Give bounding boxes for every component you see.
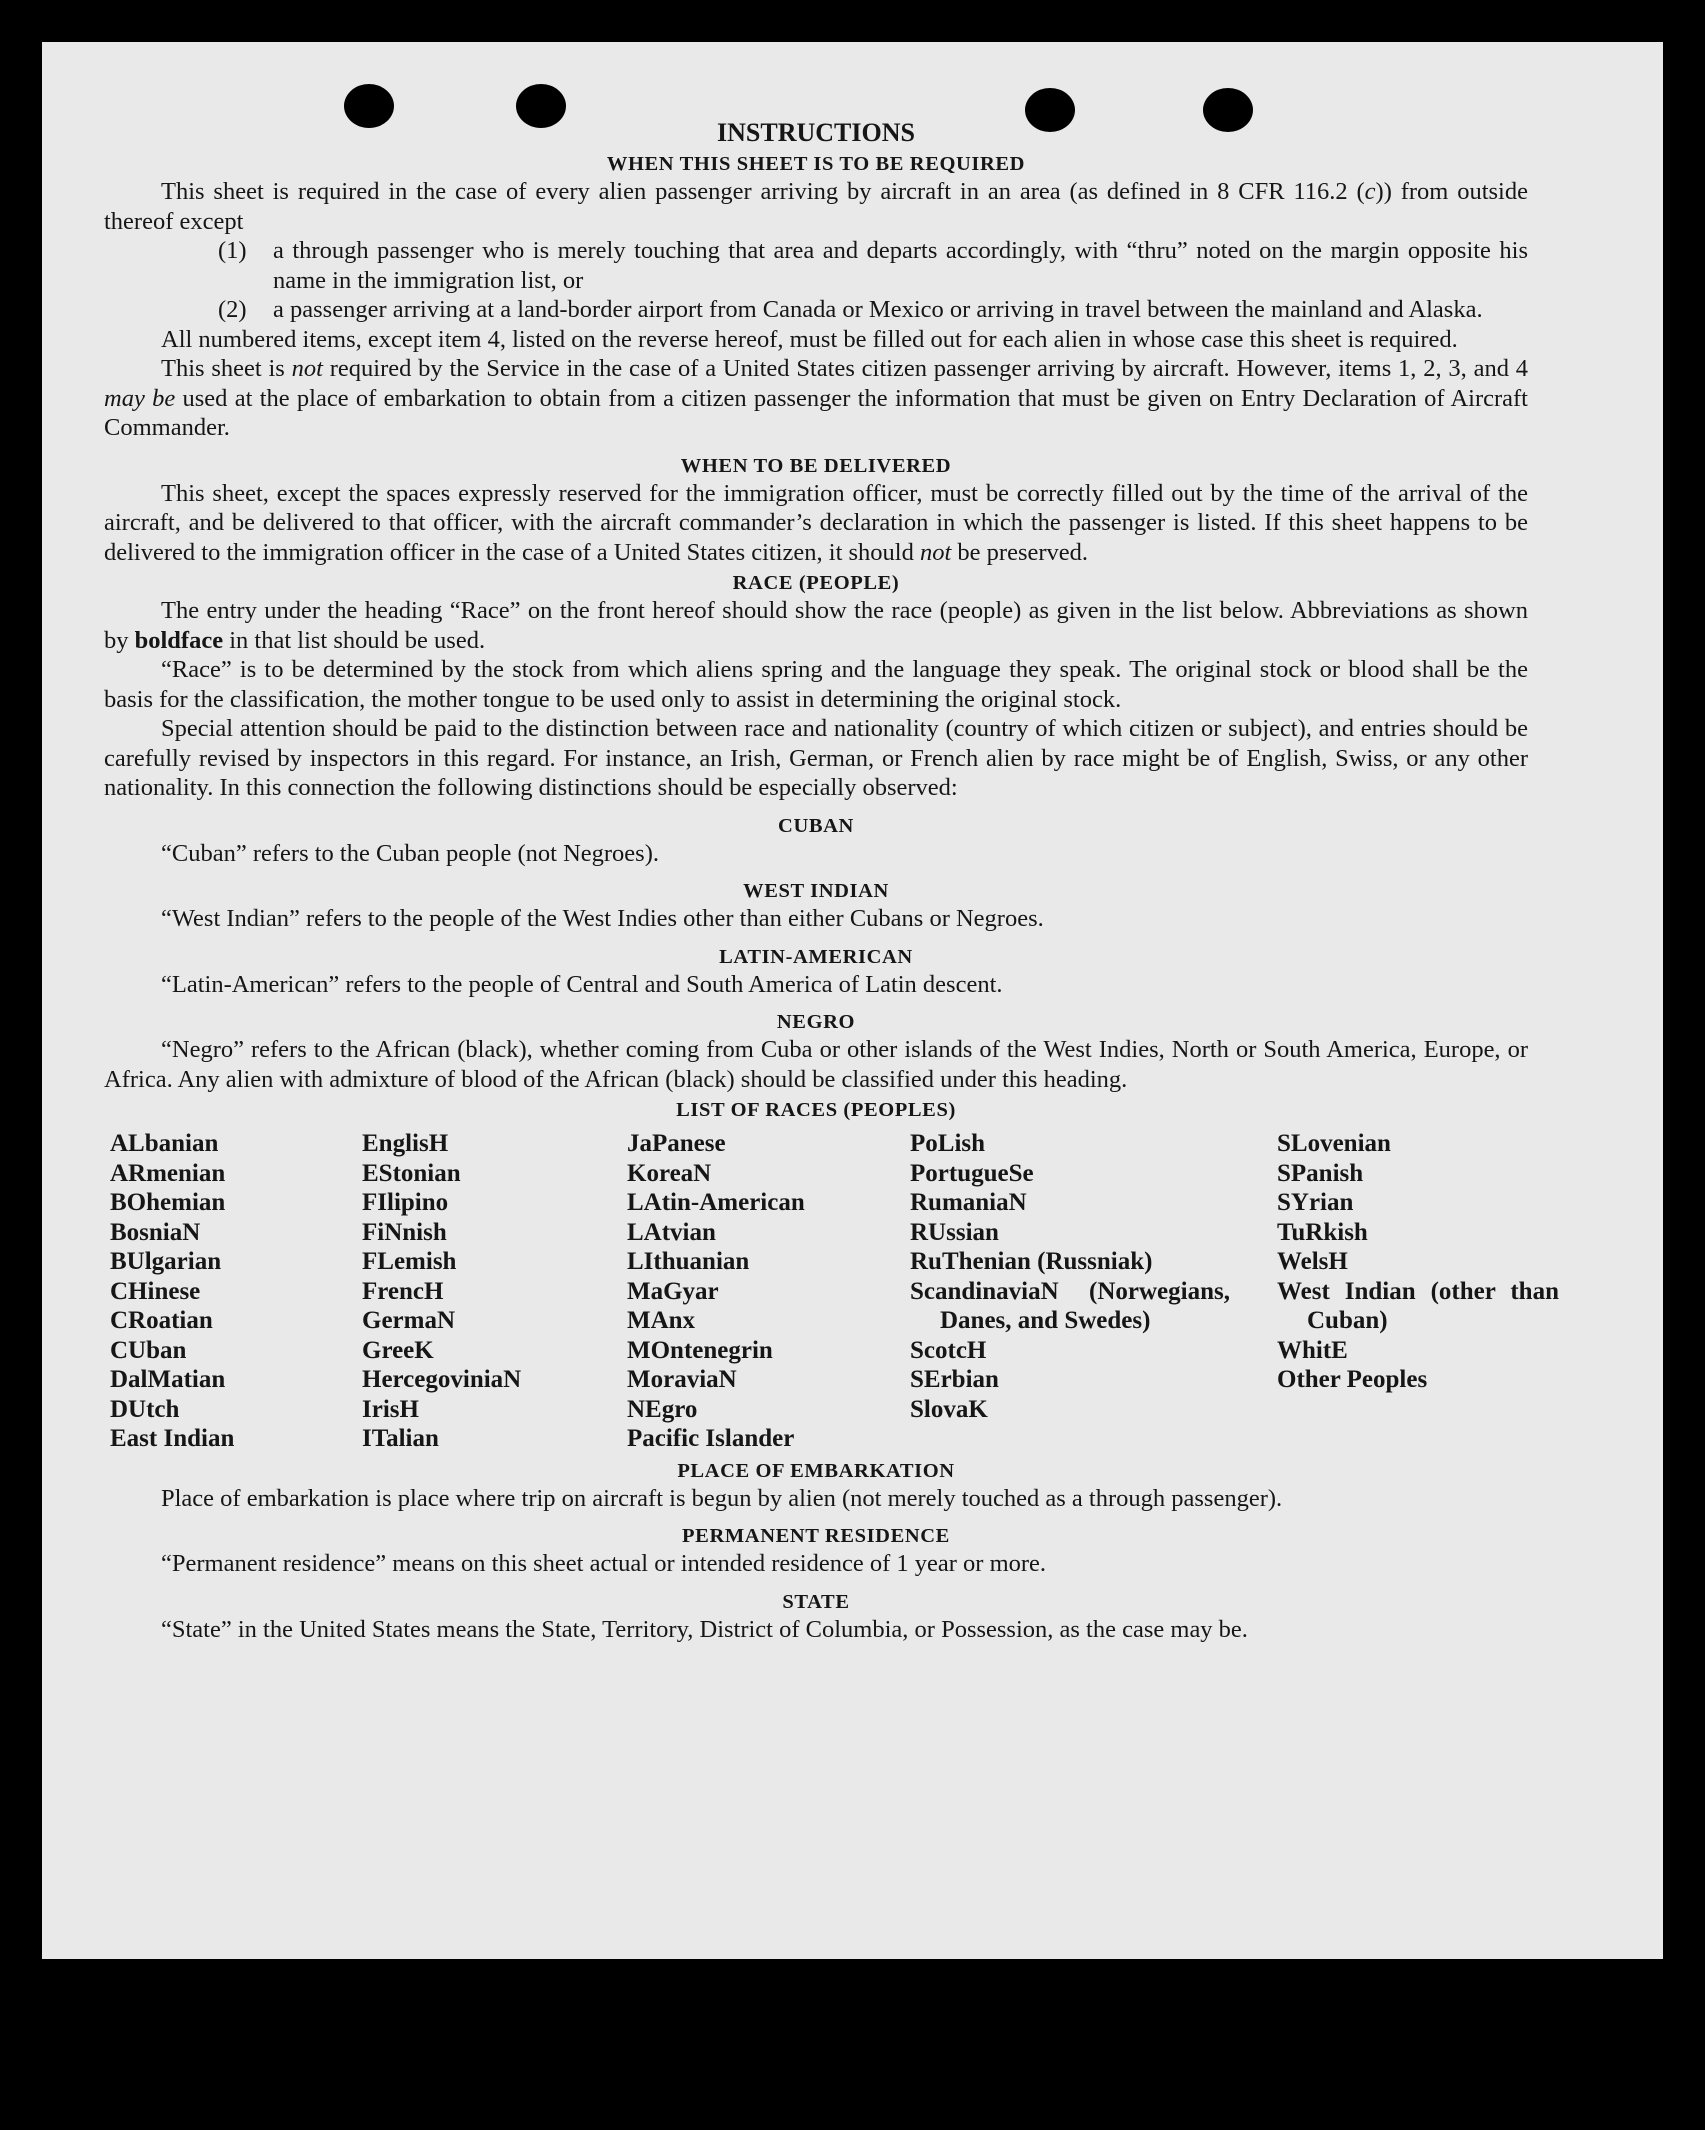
paragraph-items: All numbered items, except item 4, listed on the reverse hereof, must be filled out for each alien in whose case this sheet is required.: [161, 325, 1458, 353]
race-entry: BUlgarian: [110, 1248, 222, 1275]
paragraph-race-3: Special attention should be paid to the distinction between race and nationality (country of which citizen or subject), and entries should be carefully revised by inspectors in this regard. For instance, an Irish, German, or French alien by race might be of English, Swiss, or any other nationality. In this connection the following distinctions should be especially observed:: [104, 715, 1528, 801]
race-entry: Other Peoples: [1277, 1366, 1428, 1393]
race-entry: DUtch: [110, 1395, 180, 1423]
heading-west-indian: WEST INDIAN: [743, 880, 889, 902]
race-entry: TuRkish: [1277, 1218, 1368, 1246]
race-entry: RumaniaN: [910, 1189, 1027, 1216]
race-entry: SlovaK: [910, 1395, 988, 1423]
heading-residence: PERMANENT RESIDENCE: [682, 1525, 950, 1547]
exception-item: (2) a passenger arriving at a land-border airport from Canada or Mexico or arriving in travel between the mainland and Alaska.: [218, 296, 1483, 323]
race-entry: GreeK: [362, 1336, 434, 1364]
heading-cuban: CUBAN: [778, 814, 854, 837]
races-column: [627, 1129, 910, 1454]
race-entry: MaGyar: [627, 1277, 719, 1305]
race-entry: EnglisH: [362, 1130, 449, 1157]
race-entry: FIlipino: [362, 1189, 449, 1216]
paragraph-embarkation: Place of embarkation is place where trip on aircraft is begun by alien (not merely touched as a through passenger).: [161, 1484, 1283, 1512]
heading-state: STATE: [782, 1590, 850, 1613]
race-entry: FrencH: [362, 1277, 444, 1305]
race-entry: ScandinaviaN (Norwegians, Danes, and Swedes): [910, 1277, 1230, 1334]
races-column: [1277, 1129, 1559, 1454]
heading-when-delivered: WHEN TO BE DELIVERED: [680, 454, 952, 477]
race-entry: HercegoviniaN: [362, 1366, 522, 1393]
race-entry: RUssian: [910, 1218, 999, 1246]
paragraph-delivered: This sheet, except the spaces expressly reserved for the immigration officer, must be correctly filled out by the time of the arrival of the aircraft, and be delivered to that officer, with the aircraft commander’s declaration in which the passenger is listed. If this sheet happens to be delivered to the immigration officer in the case of a United States citizen, it should not be preserved.: [104, 479, 1528, 566]
race-entry: SPanish: [1277, 1159, 1364, 1187]
paragraph-race-2: “Race” is to be determined by the stock from which aliens spring and the language they speak. The original stock or blood shall be the basis for the classification, the mother tongue to be used only to assist in determining the original stock.: [104, 656, 1528, 713]
race-entry: West Indian (other than Cuban): [1277, 1277, 1559, 1334]
race-entry: SLovenian: [1277, 1130, 1391, 1157]
race-entry: FiNnish: [362, 1218, 447, 1246]
race-entry: ALbanian: [110, 1130, 219, 1157]
race-entry: PoLish: [910, 1130, 986, 1157]
race-entry: CRoatian: [110, 1307, 213, 1334]
heading-latin-american: LATIN-AMERICAN: [719, 945, 913, 968]
race-entry: GermaN: [362, 1307, 456, 1334]
paragraph-west-indian: “West Indian” refers to the people of the West Indies other than either Cubans or Negroes.: [161, 905, 1044, 932]
race-entry: CUban: [110, 1336, 187, 1364]
heading-negro: NEGRO: [776, 1011, 856, 1033]
race-entry: LIthuanian: [627, 1248, 750, 1275]
race-entry: East Indian: [110, 1425, 235, 1452]
paragraph-latin-american: “Latin-American” refers to the people of Central and South America of Latin descent.: [161, 970, 1003, 998]
races-column: [910, 1129, 1277, 1454]
paragraph-residence: “Permanent residence” means on this sheet actual or intended residence of 1 year or more.: [161, 1550, 1047, 1577]
race-entry: MAnx: [627, 1307, 696, 1334]
page-title: INSTRUCTIONS: [717, 118, 915, 147]
race-entry: WhitE: [1277, 1336, 1348, 1364]
race-entry: WelsH: [1277, 1248, 1348, 1275]
paragraph-state: “State” in the United States means the State, Territory, District of Columbia, or Possession, as the case may be.: [161, 1615, 1248, 1643]
race-entry: IrisH: [362, 1395, 419, 1423]
race-entry: MoraviaN: [627, 1366, 737, 1393]
race-entry: DalMatian: [110, 1366, 226, 1393]
race-entry: ITalian: [362, 1425, 439, 1452]
instructions-text: [104, 118, 1559, 1644]
race-entry: Pacific Islander: [627, 1425, 795, 1452]
race-entry: SYrian: [1277, 1189, 1354, 1216]
exception-item: (1) a through passenger who is merely touching that area and departs accordingly, with “thru” noted on the margin opposite his name in the immigration list, or: [218, 237, 1528, 294]
heading-race: RACE (PEOPLE): [732, 572, 900, 594]
race-entry: PortugueSe: [910, 1159, 1034, 1187]
paragraph-citizen: This sheet is not required by the Service in the case of a United States citizen passenger arriving by aircraft. However, items 1, 2, 3, and 4 may be used at the place of embarkation to obtain from a citizen passenger the information that must be given on Entry Declaration of Aircraft Commander.: [104, 355, 1528, 441]
paragraph-negro: “Negro” refers to the African (black), whether coming from Cuba or other islands of the West Indies, North or South America, Europe, or Africa. Any alien with admixture of blood of the African (black) should be classified under this heading.: [104, 1036, 1528, 1093]
race-entry: LAtin-American: [627, 1189, 805, 1216]
heading-embarkation: PLACE OF EMBARKATION: [677, 1459, 955, 1482]
race-entry: NEgro: [627, 1395, 698, 1423]
races-list: [110, 1129, 1559, 1454]
race-entry: SErbian: [910, 1366, 999, 1393]
race-entry: ScotcH: [910, 1336, 987, 1364]
paragraph-required: This sheet is required in the case of every alien passenger arriving by aircraft in an area (as defined in 8 CFR 116.2 (c)) from outside thereof except: [104, 178, 1528, 235]
race-entry: ARmenian: [110, 1159, 226, 1187]
race-entry: FLemish: [362, 1248, 457, 1275]
race-entry: BosniaN: [110, 1218, 201, 1246]
race-entry: BOhemian: [110, 1189, 226, 1216]
race-entry: KoreaN: [627, 1159, 712, 1187]
race-entry: RuThenian (Russniak): [910, 1248, 1153, 1275]
race-entry: JaPanese: [627, 1130, 726, 1157]
races-column: [110, 1129, 362, 1454]
heading-list-of-races: LIST OF RACES (PEOPLES): [676, 1099, 956, 1121]
paragraph-race-1: The entry under the heading “Race” on the front hereof should show the race (people) as given in the list below. Abbreviations as shown by boldface in that list should be used.: [104, 597, 1528, 654]
race-entry: MOntenegrin: [627, 1336, 773, 1364]
heading-when-required: WHEN THIS SHEET IS TO BE REQUIRED: [606, 153, 1026, 175]
paragraph-cuban: “Cuban” refers to the Cuban people (not Negroes).: [161, 839, 659, 867]
race-entry: EStonian: [362, 1159, 461, 1187]
race-entry: LAtvian: [627, 1218, 716, 1246]
races-column: [362, 1129, 627, 1454]
race-entry: CHinese: [110, 1277, 201, 1305]
